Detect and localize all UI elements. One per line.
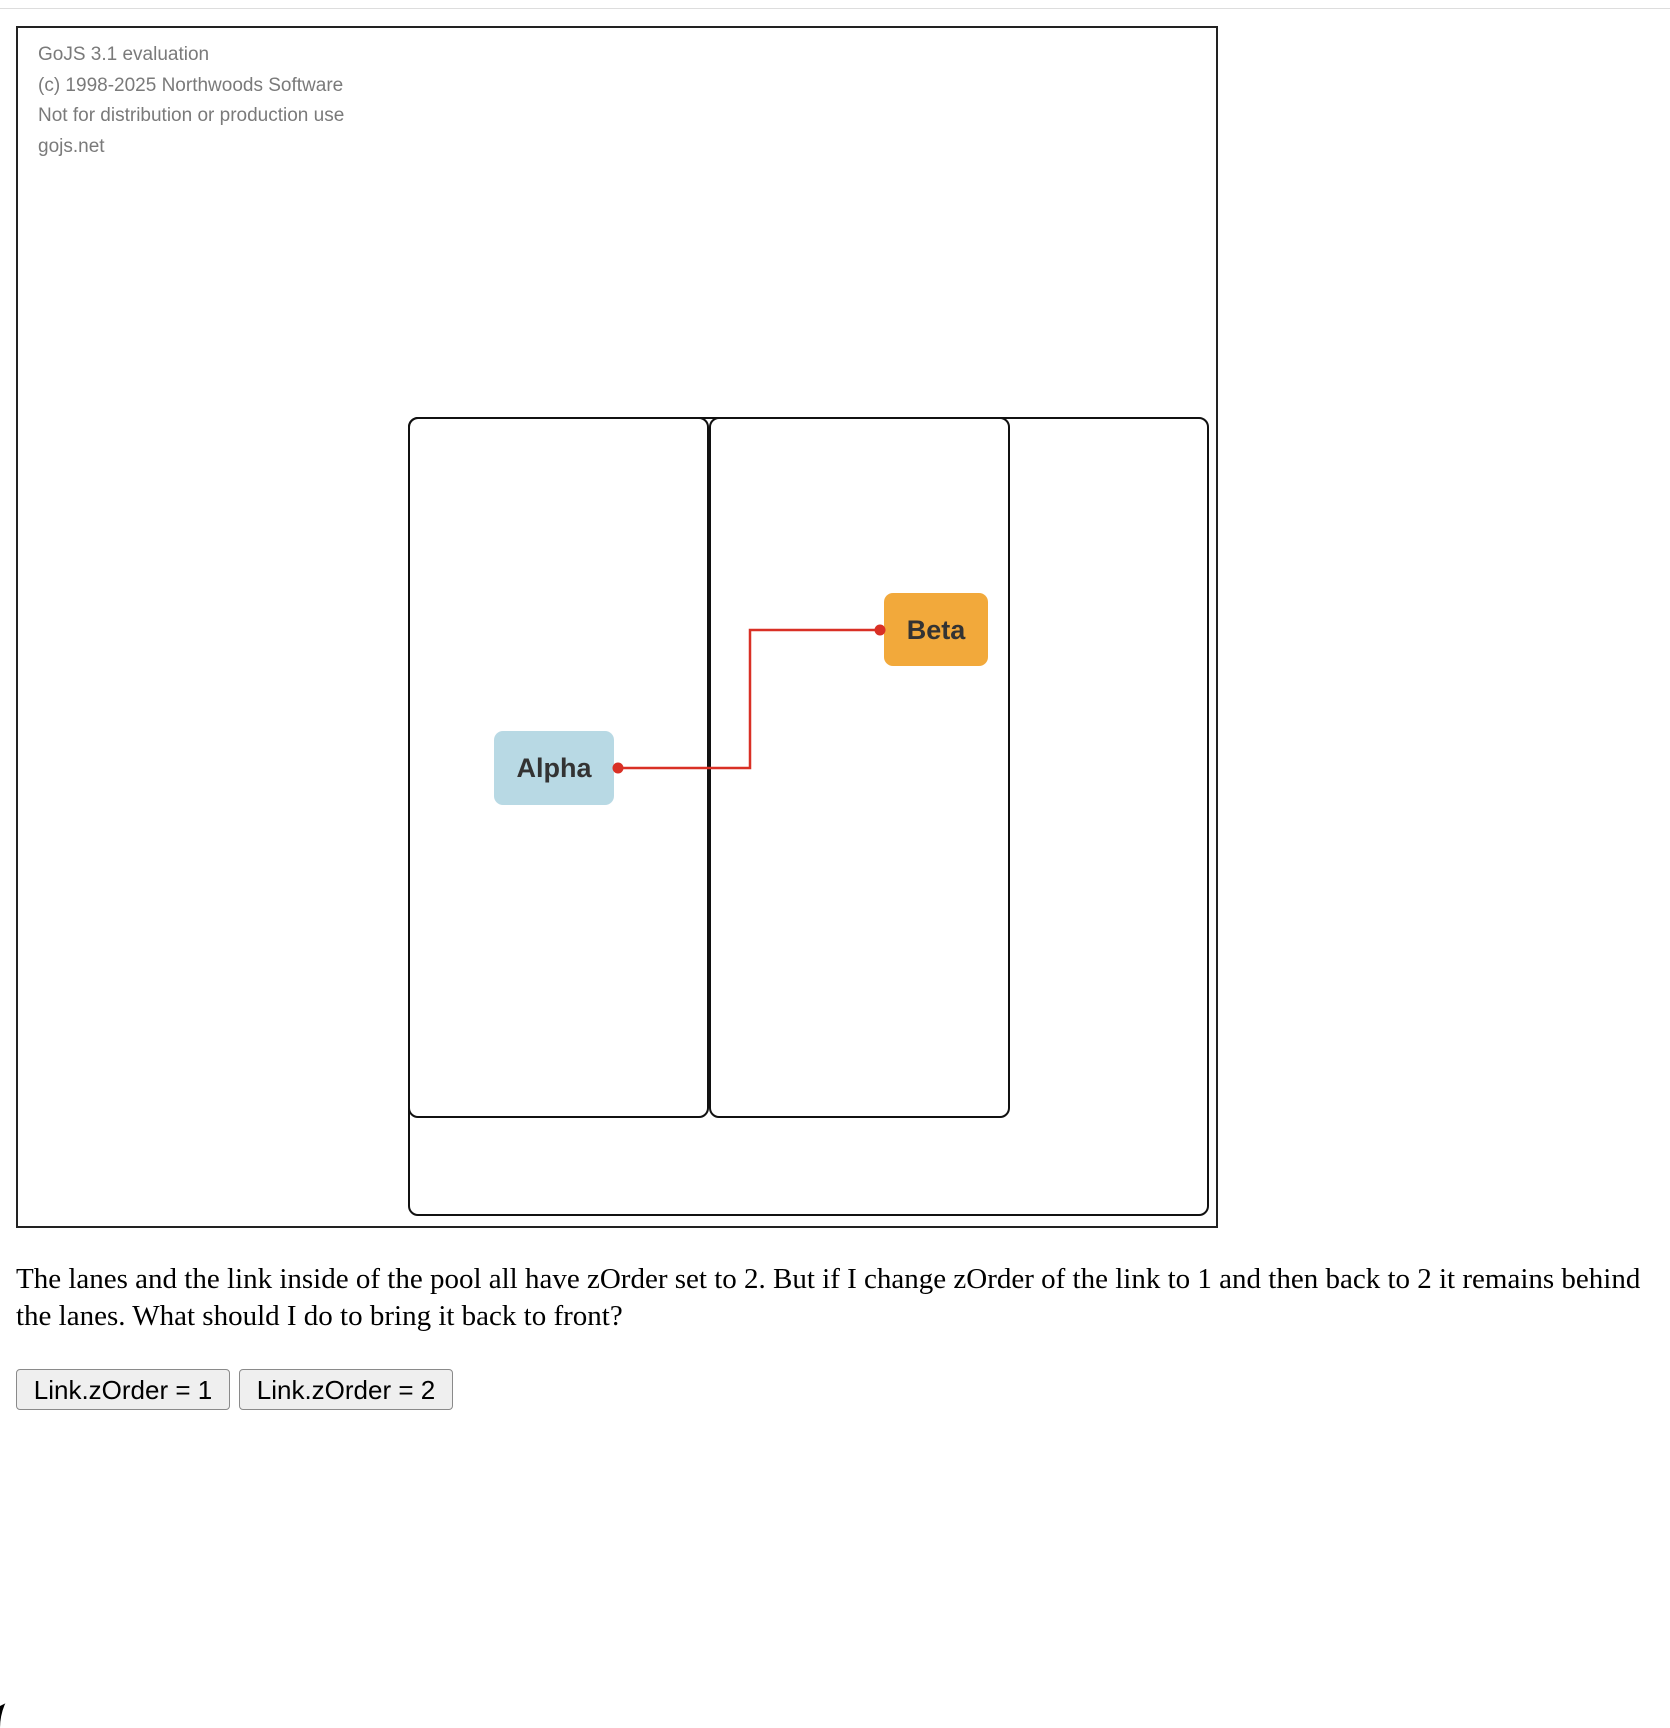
node-alpha[interactable]	[494, 731, 614, 805]
top-divider	[0, 8, 1670, 9]
node-beta-label: Beta	[906, 615, 966, 645]
link-alpha-beta[interactable]	[618, 630, 880, 768]
watermark-line-3: Not for distribution or production use	[38, 105, 345, 126]
question-text: The lanes and the link inside of the pool all have zOrder set to 2. But if I change zOrder of the link to 1 and then back to 2 it remains behind the lanes. What should I do to bring it back to front?	[16, 1263, 1641, 1332]
window-corner	[0, 1668, 60, 1728]
watermark-line-2: (c) 1998-2025 Northwoods Software	[38, 74, 344, 96]
link-to-port	[875, 625, 886, 636]
pool-group[interactable]	[409, 418, 1208, 1215]
diagram-drawing	[18, 28, 1216, 1226]
lane-2[interactable]	[710, 418, 1009, 1117]
set-link-zorder-1-button[interactable]: Link.zOrder = 1	[16, 1369, 230, 1410]
node-beta[interactable]	[884, 593, 988, 666]
gojs-diagram-canvas[interactable]	[16, 26, 1218, 1228]
watermark-line-1: GoJS 3.1 evaluation	[38, 44, 210, 65]
watermark-line-4: gojs.net	[38, 135, 105, 157]
set-link-zorder-2-button[interactable]: Link.zOrder = 2	[239, 1369, 453, 1410]
link-from-port	[613, 763, 624, 774]
node-alpha-label: Alpha	[516, 753, 592, 783]
